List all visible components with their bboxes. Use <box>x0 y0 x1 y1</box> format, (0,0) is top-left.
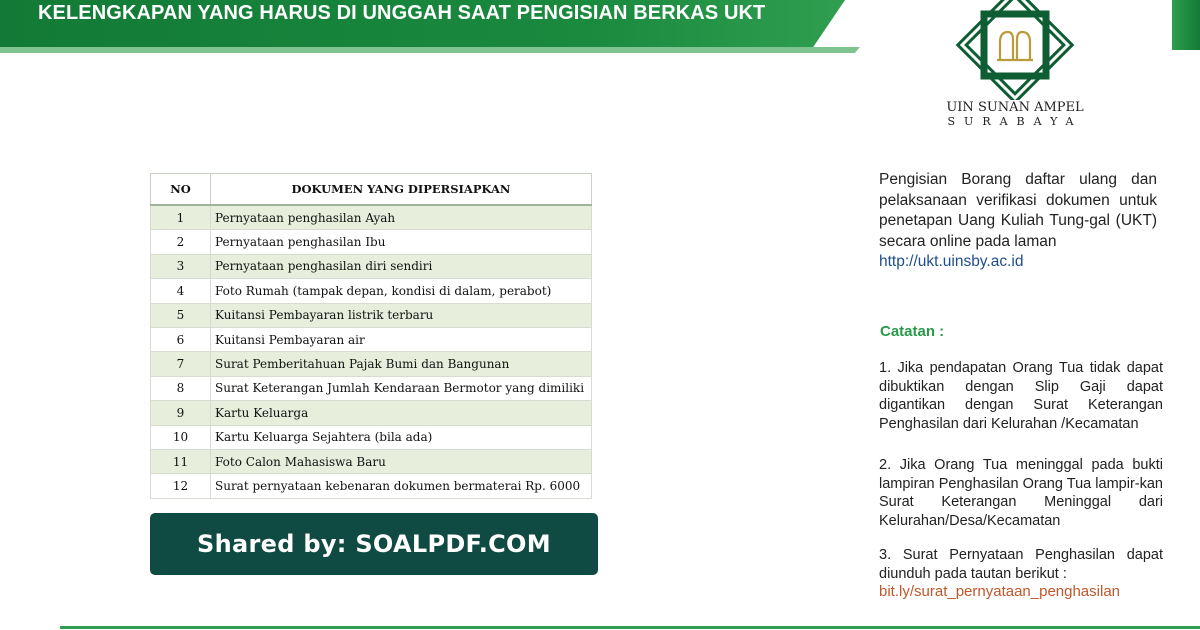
row-number: 5 <box>151 303 211 327</box>
table-row <box>151 425 592 449</box>
table-row <box>151 474 592 498</box>
note-3-text: 3. Surat Pernyataan Penghasilan dapat diunduh pada tautan berikut : <box>879 547 1163 582</box>
intro-text: Pengisian Borang daftar ulang dan pelaksanaan verifikasi dokumen untuk penetapan Uang Kuliah Tung-gal (UKT) secara online pada laman <box>879 171 1157 250</box>
row-number: 12 <box>151 474 211 498</box>
row-document: Foto Calon Mahasiswa Baru <box>211 449 592 473</box>
ukt-site-link[interactable]: http://ukt.uinsby.ac.id <box>879 253 1024 270</box>
row-document: Pernyataan penghasilan Ibu <box>211 230 592 254</box>
table-header-row <box>151 174 592 206</box>
row-document: Surat pernyataan kebenaran dokumen bermaterai Rp. 6000 <box>211 474 592 498</box>
logo-city: SURABAYA <box>947 115 1083 128</box>
row-number: 2 <box>151 230 211 254</box>
note-1: 1. Jika pendapatan Orang Tua tidak dapat dibuktikan dengan Slip Gaji dapat digantikan dengan Surat Keterangan Penghasilan dari Kelurahan /Kecamatan <box>879 360 1163 432</box>
row-number: 7 <box>151 352 211 376</box>
notes-heading: Catatan : <box>880 323 945 340</box>
row-number: 11 <box>151 449 211 473</box>
documents-table <box>150 173 592 499</box>
row-document: Kartu Keluarga <box>211 401 592 425</box>
table-row <box>151 401 592 425</box>
row-number: 10 <box>151 425 211 449</box>
row-document: Kuitansi Pembayaran air <box>211 327 592 351</box>
shared-by-banner: Shared by: SOALPDF.COM <box>150 513 598 575</box>
bottom-divider <box>60 626 1200 629</box>
row-number: 3 <box>151 254 211 278</box>
table-row <box>151 205 592 230</box>
table-row <box>151 254 592 278</box>
header-stripe <box>0 47 860 53</box>
table-row <box>151 303 592 327</box>
logo-name: UIN SUNAN AMPEL <box>946 100 1084 115</box>
table-row <box>151 327 592 351</box>
row-number: 4 <box>151 279 211 303</box>
row-number: 6 <box>151 327 211 351</box>
table-row <box>151 376 592 400</box>
uinsa-logo-icon <box>950 0 1080 100</box>
table-row <box>151 352 592 376</box>
row-document: Pernyataan penghasilan diri sendiri <box>211 254 592 278</box>
row-document: Surat Pemberitahuan Pajak Bumi dan Bangunan <box>211 352 592 376</box>
column-header-document: DOKUMEN YANG DIPERSIAPKAN <box>211 174 592 206</box>
row-document: Kuitansi Pembayaran listrik terbaru <box>211 303 592 327</box>
table-row <box>151 449 592 473</box>
row-number: 9 <box>151 401 211 425</box>
note-3 <box>879 546 1163 602</box>
table-row <box>151 230 592 254</box>
note-2: 2. Jika Orang Tua meninggal pada bukti lampiran Penghasilan Orang Tua lampir-kan Surat Keterangan Meninggal dari Kelurahan/Desa/Kecamatan <box>879 457 1163 529</box>
corner-accent <box>1172 0 1200 50</box>
row-document: Foto Rumah (tampak depan, kondisi di dalam, perabot) <box>211 279 592 303</box>
intro-paragraph <box>879 170 1157 273</box>
row-document: Surat Keterangan Jumlah Kendaraan Bermotor yang dimiliki <box>211 376 592 400</box>
row-document: Kartu Keluarga Sejahtera (bila ada) <box>211 425 592 449</box>
row-number: 1 <box>151 205 211 230</box>
row-number: 8 <box>151 376 211 400</box>
form-download-link[interactable]: bit.ly/surat_pernyataan_penghasilan <box>879 583 1121 600</box>
page-title: KELENGKAPAN YANG HARUS DI UNGGAH SAAT PENGISIAN BERKAS UKT <box>38 2 766 24</box>
row-document: Pernyataan penghasilan Ayah <box>211 205 592 230</box>
column-header-no: NO <box>151 174 211 206</box>
table-row <box>151 279 592 303</box>
